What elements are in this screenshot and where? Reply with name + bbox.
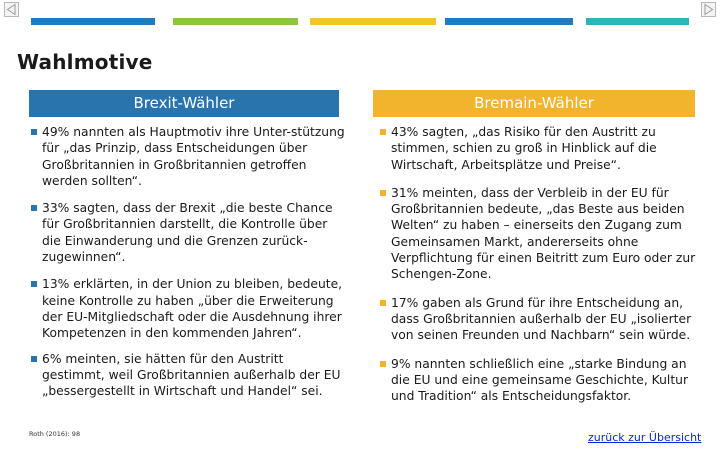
list-item (380, 124, 698, 173)
list-item-text: 6% meinten, sie hätten für den Austritt gestimmt, weil Großbritannien außerhalb der EU „bessergestellt in Wirtschaft und Handel“ sei. (42, 351, 341, 399)
square-bullet-icon (31, 129, 37, 135)
square-bullet-icon (380, 300, 386, 306)
list-item (380, 185, 698, 283)
square-bullet-icon (380, 361, 386, 367)
list-item-text: 13% erklärten, in der Union zu bleiben, bedeute, keine Kontrolle zu haben „über die Erweiterung der EU-Mitgliedschaft oder die Ausdehnung ihrer Kompetenzen in den kommenden Jahren“. (42, 277, 343, 341)
list-item-text: 17% gaben als Grund für ihre Entscheidung an, dass Großbritannien außerhalb der EU „isolierter von seinen Freunden und Nachbarn“ sein würde. (391, 295, 692, 343)
page-title: Wahlmotive (17, 50, 153, 74)
triangle-left-icon (5, 3, 18, 16)
color-bar-blue-2 (445, 18, 573, 25)
source-citation: Roth (2016): 98 (29, 430, 81, 438)
previous-slide-button[interactable] (4, 2, 19, 17)
list-item (31, 351, 349, 400)
square-bullet-icon (380, 190, 386, 196)
list-item-text: 49% nannten als Hauptmotiv ihre Unter-stützung für „das Prinzip, dass Entscheidungen über Großbritannien in Großbritannien getroffen werden sollten“. (42, 125, 345, 188)
list-item (380, 356, 698, 405)
bremain-column-header: Bremain-Wähler (373, 90, 695, 117)
list-item-text: 9% nannten schließlich eine „starke Bindung an die EU und eine gemeinsame Geschichte, Kultur und Tradition“ als Entscheidungsfaktor. (391, 356, 689, 404)
next-slide-button[interactable] (701, 2, 716, 17)
list-item-text: 31% meinten, dass der Verbleib in der EU für Großbritannien bedeute, „das Beste aus beiden Welten“ zu haben – einerseits den Zugang zum Gemeinsamen Markt, andererseits ohne Verpflichtung für einen Beitritt zum Euro oder zur Schengen-Zone. (391, 185, 696, 282)
brexit-column-header: Brexit-Wähler (29, 90, 339, 117)
list-item (31, 124, 349, 189)
list-item-text: 43% sagten, „das Risiko für den Austritt zu stimmen, schien zu groß in Hinblick auf die Wirtschaft, Arbeitsplätze und Preise“. (391, 125, 657, 172)
color-bar-teal (586, 18, 689, 25)
square-bullet-icon (31, 356, 37, 362)
color-bar-yellow (310, 18, 436, 25)
back-to-overview-link[interactable]: zurück zur Übersicht (588, 431, 702, 444)
color-bar-green (173, 18, 298, 25)
bremain-motives-list (380, 124, 698, 404)
list-item (31, 276, 349, 341)
color-bar-blue (31, 18, 155, 25)
triangle-right-icon (702, 3, 715, 16)
brexit-motives-list (31, 124, 349, 399)
square-bullet-icon (31, 281, 37, 287)
square-bullet-icon (31, 205, 37, 211)
list-item-text: 33% sagten, dass der Brexit „die beste Chance für Großbritannien darstellt, die Kontrolle über die Einwanderung und die Grenzen zurück-zugewinnen“. (42, 201, 333, 265)
square-bullet-icon (380, 129, 386, 135)
list-item (380, 295, 698, 344)
list-item (31, 200, 349, 265)
